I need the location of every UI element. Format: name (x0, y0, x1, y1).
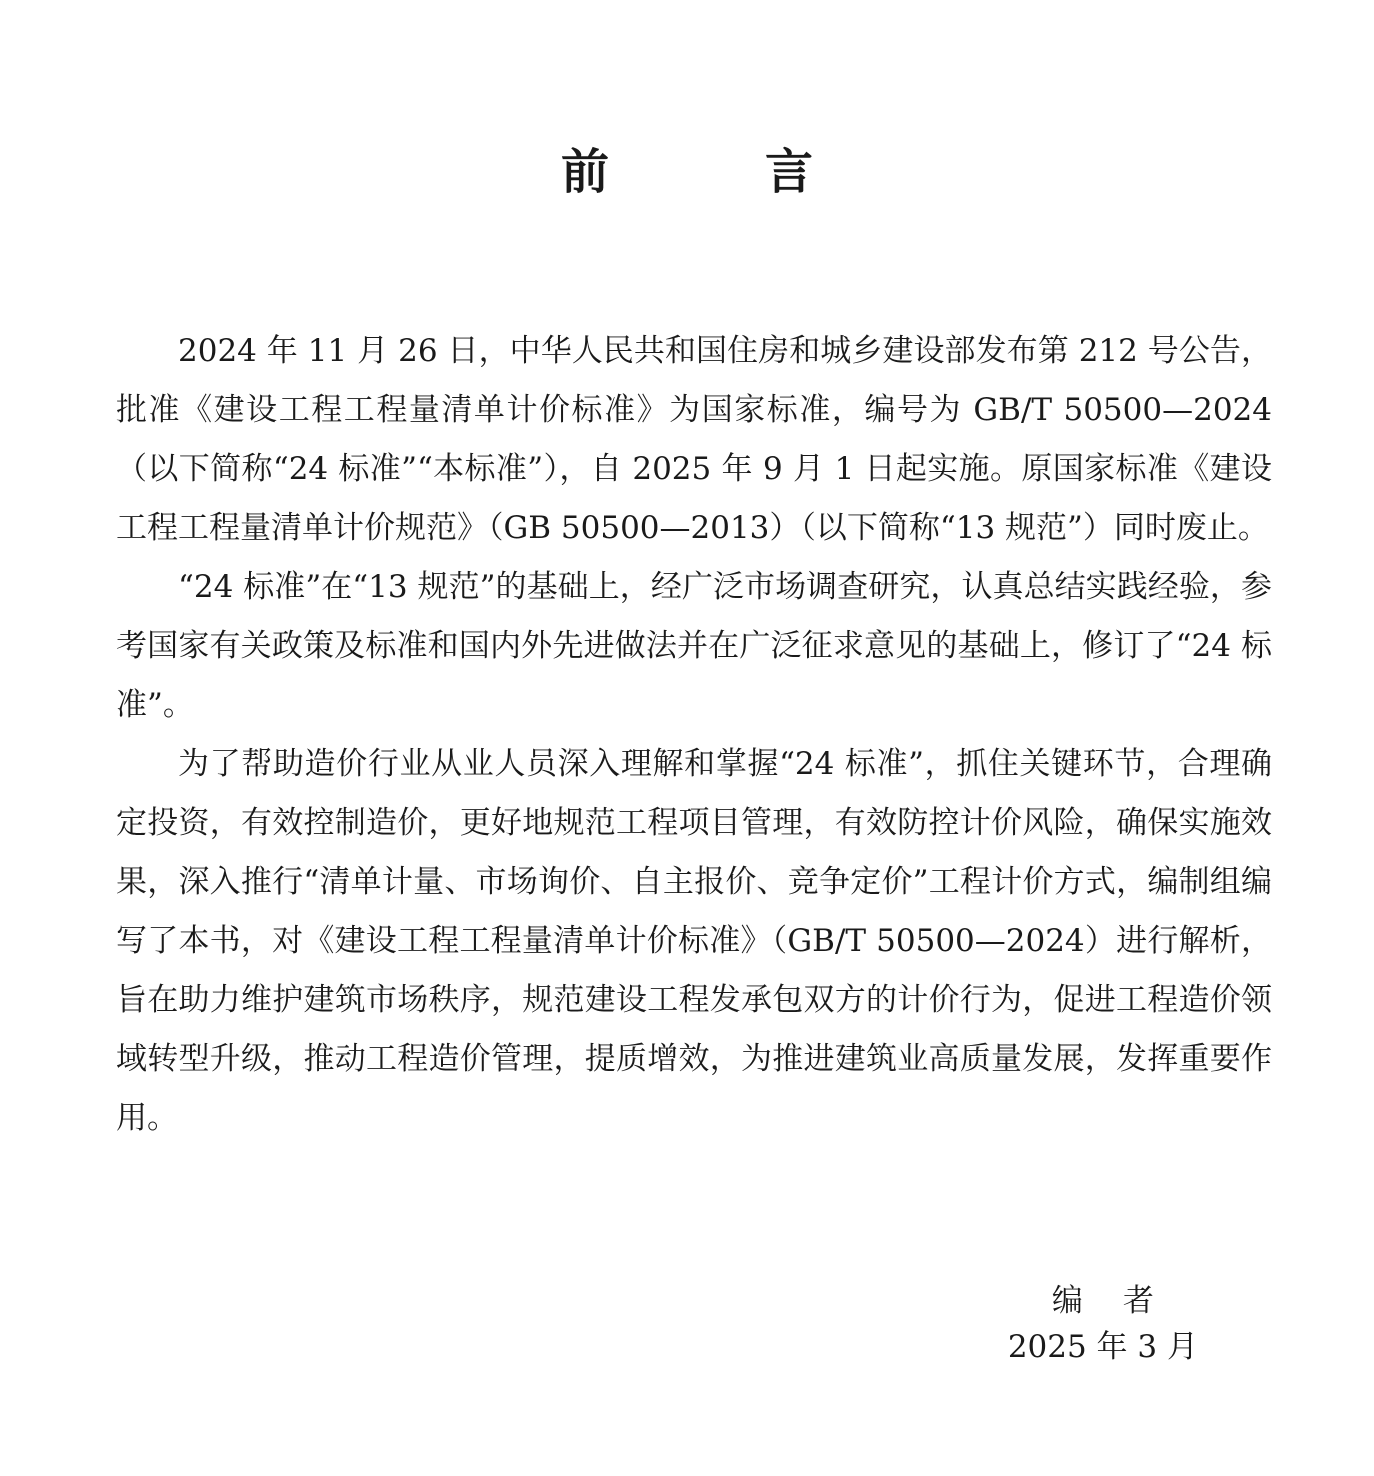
signature-block (1008, 1278, 1198, 1370)
paragraph-1: 2024 年 11 月 26 日，中华人民共和国住房和城乡建设部发布第 212 号公告，批准《建设工程工程量清单计价标准》为国家标准，编号为 GB/T 50500—2024（以下简称“24 标准”“本标准”），自 2025 年 9 月 1 日起实施。原国家标准《建设工程工程量清单计价规范》（GB 50500—2013）（以下简称“13 规范”）同时废止。 (116, 333, 1272, 546)
paragraph-3: 为了帮助造价行业从业人员深入理解和掌握“24 标准”，抓住关键环节，合理确定投资，有效控制造价，更好地规范工程项目管理，有效防控计价风险，确保实施效果，深入推行“清单计量、市场询价、自主报价、竞争定价”工程计价方式，编制组编写了本书，对《建设工程工程量清单计价标准》（GB/T 50500—2024）进行解析，旨在助力维护建筑市场秩序，规范建设工程发承包双方的计价行为，促进工程造价领域转型升级，推动工程造价管理，提质增效，为推进建筑业高质量发展，发挥重要作用。 (116, 746, 1272, 1136)
paragraph-2: “24 标准”在“13 规范”的基础上，经广泛市场调查研究，认真总结实践经验，参考国家有关政策及标准和国内外先进做法并在广泛征求意见的基础上，修订了“24 标准”。 (116, 569, 1272, 723)
signature-date: 2025 年 3 月 (1007, 1329, 1198, 1365)
signature-author: 编者 (1051, 1283, 1194, 1319)
page-title: 前 言 (560, 144, 867, 200)
preface-body (116, 322, 1272, 1148)
